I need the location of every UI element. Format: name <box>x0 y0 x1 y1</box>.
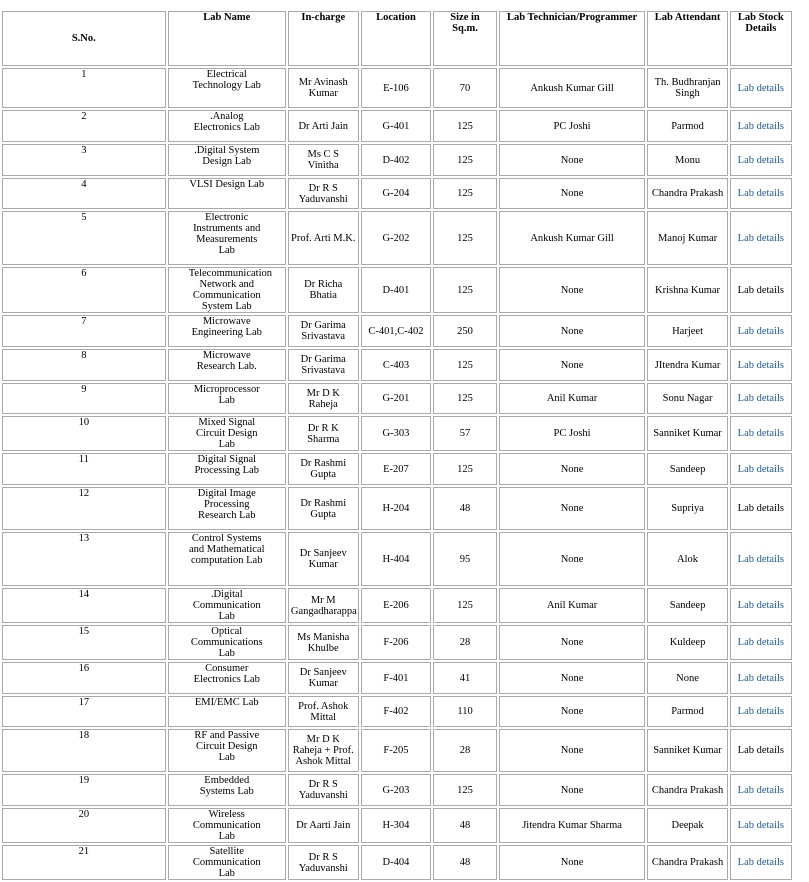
row-attendant: None <box>647 662 727 694</box>
row-incharge: Mr M Gangadharappa <box>288 588 359 623</box>
row-incharge: Dr Arti Jain <box>288 110 359 142</box>
row-sno: 5 <box>2 211 166 265</box>
row-attendant: Chandra Prakash <box>647 774 727 806</box>
row-technician: None <box>499 532 646 586</box>
row-lab-name: Microwave Engineering Lab <box>191 316 262 338</box>
lab-details-link[interactable]: Lab details <box>730 416 792 451</box>
row-attendant: Chandra Prakash <box>647 845 727 880</box>
row-incharge: Dr Sanjeev Kumar <box>288 532 359 586</box>
lab-details-text: Lab details <box>730 267 792 313</box>
header-location: Location <box>361 11 432 66</box>
row-sno: 14 <box>2 588 166 623</box>
row-attendant: Sandeep <box>647 453 727 485</box>
header-attendant: Lab Attendant <box>647 11 727 66</box>
row-lab-name-cell <box>168 532 286 586</box>
header-technician: Lab Technician/Programmer <box>499 11 646 66</box>
row-sno: 8 <box>2 349 166 381</box>
row-sno: 3 <box>2 144 166 176</box>
table-row <box>2 267 792 313</box>
lab-table-container <box>0 9 794 882</box>
row-incharge: Dr Garima Srivastava <box>288 315 359 347</box>
row-lab-name-cell <box>168 178 286 209</box>
header-stock-details: Lab Stock Details <box>730 11 792 66</box>
row-lab-name: VLSI Design Lab <box>189 179 265 190</box>
row-size: 28 <box>433 729 496 772</box>
row-sno: 19 <box>2 774 166 806</box>
row-sno: 16 <box>2 662 166 694</box>
table-row <box>2 625 792 660</box>
row-lab-name: Digital Image Processing Research Lab <box>197 488 256 521</box>
row-sno: 10 <box>2 416 166 451</box>
row-size: 125 <box>433 267 496 313</box>
row-incharge: Dr Richa Bhatia <box>288 267 359 313</box>
lab-details-link[interactable]: Lab details <box>730 110 792 142</box>
table-row <box>2 532 792 586</box>
row-lab-name: Satellite Communication Lab <box>192 846 261 879</box>
row-attendant: Monu <box>647 144 727 176</box>
row-size: 125 <box>433 383 496 414</box>
row-location: G-203 <box>361 774 432 806</box>
row-size: 95 <box>433 532 496 586</box>
row-size: 250 <box>433 315 496 347</box>
row-sno: 4 <box>2 178 166 209</box>
row-sno: 20 <box>2 808 166 843</box>
header-size: Size in Sq.m. <box>433 11 496 66</box>
row-size: 125 <box>433 349 496 381</box>
row-lab-name-cell <box>168 845 286 880</box>
row-location: H-304 <box>361 808 432 843</box>
row-lab-name: Mixed Signal Circuit Design Lab <box>195 417 258 450</box>
row-location: D-401 <box>361 267 432 313</box>
row-lab-name: Electronic Instruments and Measurements Lab <box>193 212 261 256</box>
row-location: D-404 <box>361 845 432 880</box>
row-lab-name-cell <box>168 68 286 108</box>
header-incharge: In-charge <box>288 11 359 66</box>
lab-details-link[interactable]: Lab details <box>730 696 792 727</box>
row-attendant: Manoj Kumar <box>647 211 727 265</box>
row-lab-name-cell <box>168 416 286 451</box>
table-row <box>2 487 792 530</box>
row-location: G-303 <box>361 416 432 451</box>
table-row <box>2 774 792 806</box>
table-row <box>2 808 792 843</box>
row-sno: 6 <box>2 267 166 313</box>
row-technician: None <box>499 845 646 880</box>
row-technician: PC Joshi <box>499 416 646 451</box>
row-lab-name: RF and Passive Circuit Design Lab <box>194 730 260 763</box>
row-attendant: Harjeet <box>647 315 727 347</box>
row-lab-name: Microwave Research Lab. <box>196 350 257 372</box>
row-attendant: Parmod <box>647 110 727 142</box>
row-size: 125 <box>433 110 496 142</box>
table-row <box>2 144 792 176</box>
row-lab-name: Digital Signal Processing Lab <box>194 454 259 476</box>
row-size: 125 <box>433 211 496 265</box>
lab-details-link[interactable]: Lab details <box>730 588 792 623</box>
row-lab-name-cell <box>168 588 286 623</box>
row-technician: None <box>499 453 646 485</box>
row-lab-name-cell <box>168 383 286 414</box>
row-attendant: Krishna Kumar <box>647 267 727 313</box>
row-incharge: Dr R S Yaduvanshi <box>288 178 359 209</box>
row-location: H-404 <box>361 532 432 586</box>
row-attendant: Alok <box>647 532 727 586</box>
row-location: C-403 <box>361 349 432 381</box>
row-sno: 21 <box>2 845 166 880</box>
row-technician: None <box>499 662 646 694</box>
row-lab-name-cell <box>168 267 286 313</box>
row-technician: Ankush Kumar Gill <box>499 211 646 265</box>
row-technician: Anil Kumar <box>499 588 646 623</box>
lab-details-link[interactable]: Lab details <box>730 349 792 381</box>
labs-table <box>0 9 794 882</box>
row-size: 48 <box>433 845 496 880</box>
row-size: 41 <box>433 662 496 694</box>
row-attendant: Sandeep <box>647 588 727 623</box>
row-sno: 12 <box>2 487 166 530</box>
row-technician: Anil Kumar <box>499 383 646 414</box>
row-incharge: Dr Sanjeev Kumar <box>288 662 359 694</box>
row-attendant: Chandra Prakash <box>647 178 727 209</box>
row-technician: None <box>499 729 646 772</box>
row-incharge: Dr R K Sharma <box>288 416 359 451</box>
row-location: D-402 <box>361 144 432 176</box>
lab-details-text: Lab details <box>730 729 792 772</box>
row-size: 48 <box>433 808 496 843</box>
row-lab-name-cell <box>168 110 286 142</box>
row-location: G-401 <box>361 110 432 142</box>
table-row <box>2 110 792 142</box>
row-location: G-201 <box>361 383 432 414</box>
table-row <box>2 349 792 381</box>
row-technician: PC Joshi <box>499 110 646 142</box>
row-sno: 17 <box>2 696 166 727</box>
table-row <box>2 845 792 880</box>
row-incharge: Dr Aarti Jain <box>288 808 359 843</box>
row-size: 70 <box>433 68 496 108</box>
row-size: 110 <box>433 696 496 727</box>
row-technician: None <box>499 696 646 727</box>
lab-details-text: Lab details <box>730 487 792 530</box>
row-incharge: Dr R S Yaduvanshi <box>288 845 359 880</box>
row-attendant: Sonu Nagar <box>647 383 727 414</box>
row-attendant: Th. Budhranjan Singh <box>647 68 727 108</box>
lab-details-link[interactable]: Lab details <box>730 453 792 485</box>
row-location: G-204 <box>361 178 432 209</box>
row-location: G-202 <box>361 211 432 265</box>
row-lab-name-cell <box>168 349 286 381</box>
lab-details-link[interactable]: Lab details <box>730 662 792 694</box>
row-incharge: Prof. Arti M.K. <box>288 211 359 265</box>
row-size: 57 <box>433 416 496 451</box>
row-lab-name: Control Systems and Mathematical computation Lab <box>188 533 265 566</box>
table-row <box>2 662 792 694</box>
row-lab-name: Embedded Systems Lab <box>199 775 254 797</box>
row-incharge: Mr D K Raheja <box>288 383 359 414</box>
row-technician: Ankush Kumar Gill <box>499 68 646 108</box>
row-lab-name: .Digital Communication Lab <box>192 589 261 622</box>
lab-details-link[interactable]: Lab details <box>730 211 792 265</box>
row-lab-name: .Digital System Design Lab <box>194 145 260 167</box>
row-incharge: Ms C S Vinitha <box>288 144 359 176</box>
row-technician: None <box>499 625 646 660</box>
row-attendant: Parmod <box>647 696 727 727</box>
lab-details-link[interactable]: Lab details <box>730 315 792 347</box>
row-technician: None <box>499 315 646 347</box>
row-attendant: Supriya <box>647 487 727 530</box>
row-lab-name-cell <box>168 625 286 660</box>
row-lab-name: Electrical Technology Lab <box>192 69 261 91</box>
table-row <box>2 211 792 265</box>
row-size: 125 <box>433 178 496 209</box>
row-location: F-205 <box>361 729 432 772</box>
header-lab-name: Lab Name <box>168 11 286 66</box>
row-size: 28 <box>433 625 496 660</box>
row-incharge: Dr Rashmi Gupta <box>288 487 359 530</box>
table-row <box>2 315 792 347</box>
table-row <box>2 696 792 727</box>
row-size: 125 <box>433 588 496 623</box>
row-location: E-206 <box>361 588 432 623</box>
lab-details-link[interactable]: Lab details <box>730 383 792 414</box>
row-technician: None <box>499 349 646 381</box>
row-lab-name-cell <box>168 696 286 727</box>
row-lab-name-cell <box>168 729 286 772</box>
row-lab-name: Optical Communications Lab <box>190 626 263 659</box>
row-lab-name-cell <box>168 662 286 694</box>
row-lab-name: Consumer Electronics Lab <box>193 663 260 685</box>
row-sno: 11 <box>2 453 166 485</box>
row-lab-name-cell <box>168 774 286 806</box>
row-technician: None <box>499 487 646 530</box>
table-row <box>2 416 792 451</box>
lab-details-link[interactable]: Lab details <box>730 808 792 843</box>
row-attendant: Deepak <box>647 808 727 843</box>
row-incharge: Prof. Ashok Mittal <box>288 696 359 727</box>
row-technician: None <box>499 774 646 806</box>
table-header-row <box>2 11 792 66</box>
row-incharge: Ms Manisha Khulbe <box>288 625 359 660</box>
row-attendant: Sanniket Kumar <box>647 729 727 772</box>
row-lab-name-cell <box>168 144 286 176</box>
row-location: H-204 <box>361 487 432 530</box>
row-size: 125 <box>433 144 496 176</box>
table-row <box>2 453 792 485</box>
row-lab-name: Wireless Communication Lab <box>192 809 261 842</box>
row-technician: None <box>499 267 646 313</box>
row-size: 48 <box>433 487 496 530</box>
table-body <box>2 68 792 880</box>
row-location: E-207 <box>361 453 432 485</box>
row-size: 125 <box>433 774 496 806</box>
row-size: 125 <box>433 453 496 485</box>
row-lab-name-cell <box>168 453 286 485</box>
row-location: F-401 <box>361 662 432 694</box>
lab-details-link[interactable]: Lab details <box>730 845 792 880</box>
row-incharge: Mr Avinash Kumar <box>288 68 359 108</box>
row-incharge: Dr R S Yaduvanshi <box>288 774 359 806</box>
lab-details-link[interactable]: Lab details <box>730 774 792 806</box>
table-row <box>2 588 792 623</box>
row-lab-name-cell <box>168 487 286 530</box>
header-sno: S.No. <box>2 11 166 66</box>
row-attendant: JItendra Kumar <box>647 349 727 381</box>
row-location: F-402 <box>361 696 432 727</box>
row-location: C-401,C-402 <box>361 315 432 347</box>
row-attendant: Sanniket Kumar <box>647 416 727 451</box>
row-location: F-206 <box>361 625 432 660</box>
row-attendant: Kuldeep <box>647 625 727 660</box>
row-sno: 18 <box>2 729 166 772</box>
lab-details-link[interactable]: Lab details <box>730 532 792 586</box>
row-sno: 1 <box>2 68 166 108</box>
row-sno: 13 <box>2 532 166 586</box>
row-incharge: Mr D K Raheja + Prof. Ashok Mittal <box>288 729 359 772</box>
row-technician: Jitendra Kumar Sharma <box>499 808 646 843</box>
table-row <box>2 68 792 108</box>
row-sno: 7 <box>2 315 166 347</box>
row-sno: 15 <box>2 625 166 660</box>
table-row <box>2 178 792 209</box>
row-lab-name-cell <box>168 315 286 347</box>
row-incharge: Dr Rashmi Gupta <box>288 453 359 485</box>
table-row <box>2 383 792 414</box>
row-lab-name-cell <box>168 808 286 843</box>
lab-details-link[interactable]: Lab details <box>730 144 792 176</box>
row-location: E-106 <box>361 68 432 108</box>
lab-details-link[interactable]: Lab details <box>730 68 792 108</box>
row-lab-name: Telecommunication Network and Communication System Lab <box>188 268 272 312</box>
table-row <box>2 729 792 772</box>
lab-details-link[interactable]: Lab details <box>730 625 792 660</box>
row-lab-name: Microprocessor Lab <box>193 384 260 406</box>
row-sno: 2 <box>2 110 166 142</box>
row-sno: 9 <box>2 383 166 414</box>
row-lab-name: .Analog Electronics Lab <box>193 111 260 133</box>
row-technician: None <box>499 144 646 176</box>
row-lab-name: EMI/EMC Lab <box>194 697 259 708</box>
row-technician: None <box>499 178 646 209</box>
row-incharge: Dr Garima Srivastava <box>288 349 359 381</box>
lab-details-link[interactable]: Lab details <box>730 178 792 209</box>
row-lab-name-cell <box>168 211 286 265</box>
